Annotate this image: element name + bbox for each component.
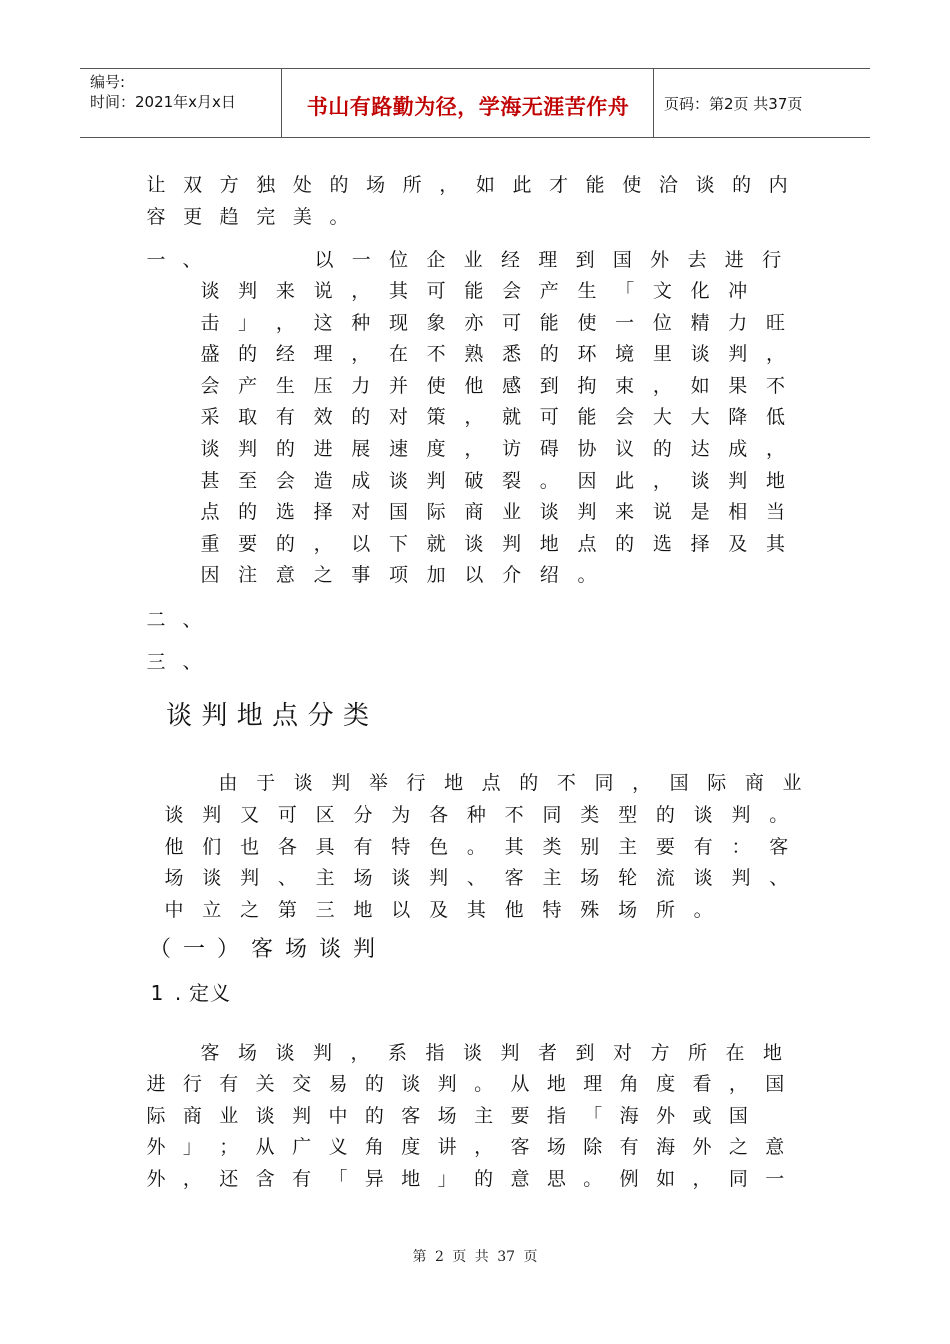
motto: 书山有路勤为径，学海无涯苦作舟 — [306, 95, 630, 119]
header-meta-cell — [80, 69, 282, 137]
header-page-cell — [654, 69, 870, 137]
document-header — [80, 68, 870, 138]
page-footer: 第 2 页 共 37 页 — [412, 1249, 538, 1265]
page-label: 页码：第2页 共37页 — [664, 95, 803, 113]
header-motto-cell — [282, 69, 654, 137]
number-label: 编号: — [90, 73, 126, 91]
time-label: 时间：2021年x月x日 — [90, 93, 236, 111]
